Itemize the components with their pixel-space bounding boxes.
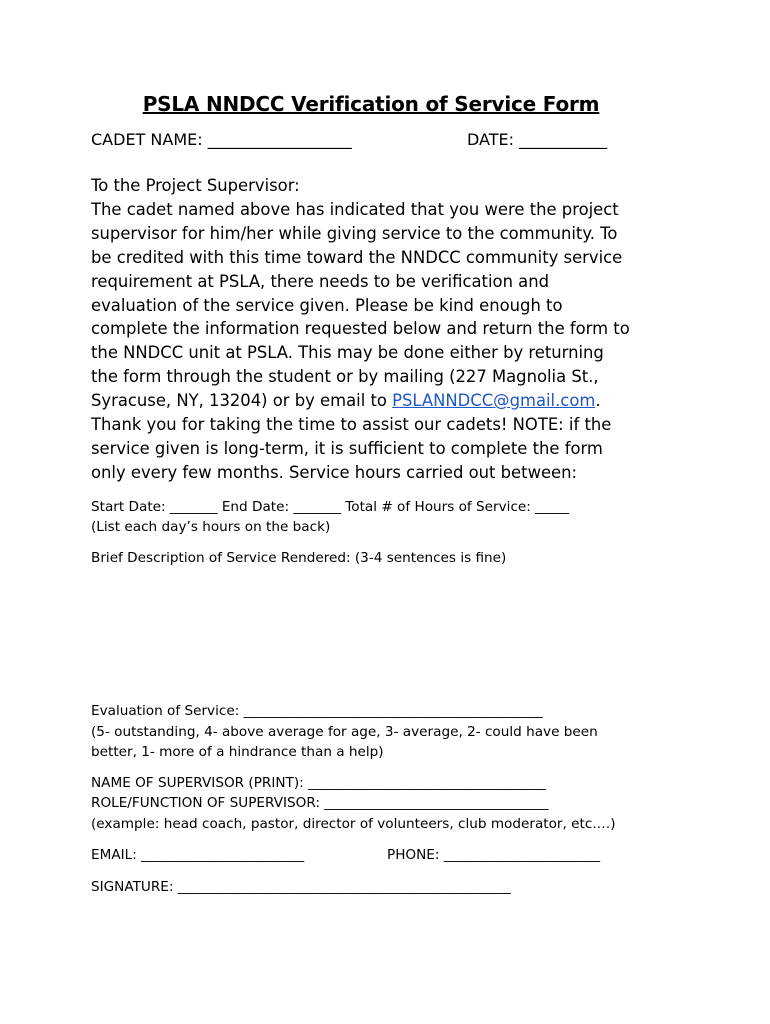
evaluation-scale: better, 1- more of a hindrance than a help) (91, 744, 384, 761)
form-page (91, 92, 691, 898)
evaluation-field: Evaluation of Service: ____________________________________________ (91, 703, 543, 720)
address-suffix: . (595, 391, 601, 411)
intro-line: supervisor for him/her while giving service to the community. To (91, 223, 618, 243)
email-field: EMAIL: ________________________ (91, 847, 305, 864)
signature-field: SIGNATURE: _________________________________________________ (91, 879, 511, 896)
supervisor-role-field: ROLE/FUNCTION OF SUPERVISOR: _________________________________ (91, 795, 549, 812)
form-title: PSLA NNDCC Verification of Service Form (142, 92, 600, 116)
intro-line: The cadet named above has indicated that you were the project (91, 199, 619, 219)
date-field: DATE: ___________ (467, 130, 608, 149)
contact-row (91, 845, 691, 866)
intro-line: To the Project Supervisor: (91, 176, 300, 195)
hours-note: (List each day’s hours on the back) (91, 519, 331, 536)
intro-line: complete the information requested below and return the form to (91, 319, 630, 339)
cadet-name-field: CADET NAME: __________________ (91, 130, 352, 149)
closing-line: only every few months. Service hours carried out between: (91, 462, 578, 482)
closing-line: Thank you for taking the time to assist our cadets! NOTE: if the (91, 415, 612, 435)
description-section (91, 548, 691, 569)
phone-field: PHONE: _______________________ (387, 847, 601, 864)
address-prefix: Syracuse, NY, 13204) or by email to (91, 391, 393, 411)
intro-line: the NNDCC unit at PSLA. This may be done either by returning (91, 343, 604, 363)
intro-paragraph (91, 174, 691, 485)
role-example: (example: head coach, pastor, director of volunteers, club moderator, etc.…) (91, 815, 616, 832)
service-dates-field: Start Date: _______ End Date: _______ Total # of Hours of Service: _____ (91, 498, 570, 515)
evaluation-section (91, 701, 691, 763)
email-link[interactable]: PSLANNDCC@gmail.com (392, 391, 596, 411)
cadet-row (91, 130, 691, 156)
description-label: Brief Description of Service Rendered: (3-4 sentences is fine) (91, 549, 507, 566)
supervisor-section (91, 773, 691, 835)
intro-line: evaluation of the service given. Please be kind enough to (91, 295, 563, 315)
address-line (91, 389, 691, 413)
intro-line: requirement at PSLA, there needs to be verification and (91, 271, 550, 291)
service-hours-section (91, 497, 691, 538)
evaluation-scale: (5- outstanding, 4- above average for age, 3- average, 2- could have been (91, 723, 598, 740)
intro-line: be credited with this time toward the NNDCC community service (91, 247, 623, 267)
supervisor-name-field: NAME OF SUPERVISOR (PRINT): ___________________________________ (91, 774, 546, 791)
signature-section (91, 877, 691, 898)
intro-line: the form through the student or by mailing (227 Magnolia St., (91, 367, 599, 387)
closing-line: service given is long-term, it is sufficient to complete the form (91, 438, 603, 458)
